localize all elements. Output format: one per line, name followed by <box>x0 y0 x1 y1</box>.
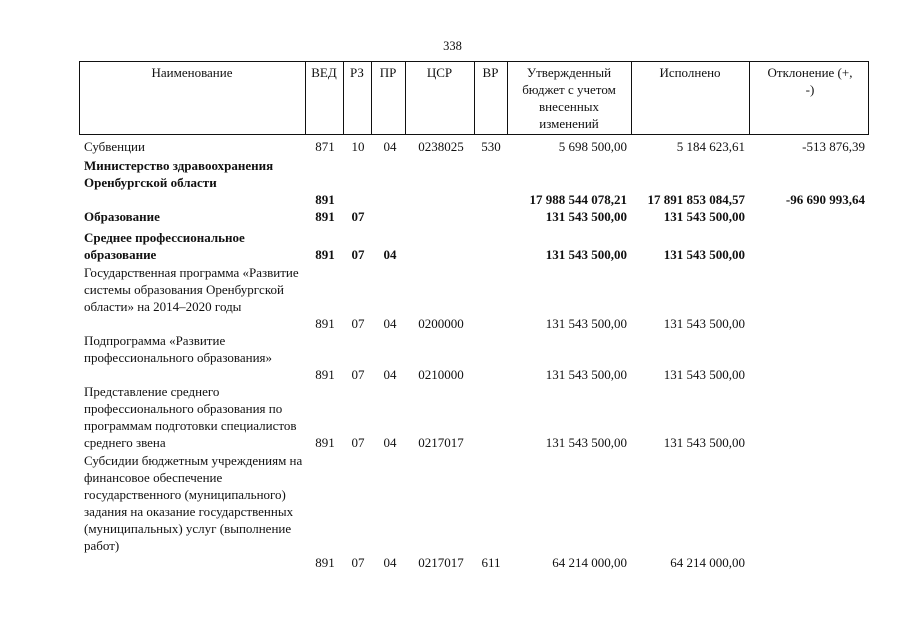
row-name: Субвенции <box>84 139 145 154</box>
cell-csr: 0217017 <box>418 435 464 450</box>
header-budget: Утвержденный бюджет с учетом внесенных изменений <box>522 65 616 131</box>
row-name: Образование <box>84 209 160 224</box>
cell-pr: 04 <box>383 367 397 382</box>
cell-rz: 07 <box>351 316 365 331</box>
cell-pr: 04 <box>383 555 397 570</box>
cell-csr: 0210000 <box>418 367 464 382</box>
cell-deviation: -513 876,39 <box>802 139 865 154</box>
header-deviation: Отклонение (+, -) <box>767 65 853 97</box>
cell-rz: 07 <box>351 555 365 570</box>
cell-budget: 64 214 000,00 <box>552 555 627 570</box>
cell-ved: 891 <box>315 192 335 207</box>
cell-rz: 07 <box>351 209 365 224</box>
cell-ved: 891 <box>315 316 335 331</box>
row-name: Представление среднего профессионального образования по программам подготовки специалистов среднего звена <box>84 384 297 450</box>
header-vr: ВР <box>482 65 499 80</box>
cell-executed: 17 891 853 084,57 <box>647 192 745 207</box>
cell-budget: 131 543 500,00 <box>545 316 627 331</box>
cell-budget: 131 543 500,00 <box>545 209 627 224</box>
cell-vr: 530 <box>481 139 501 154</box>
cell-pr: 04 <box>383 247 397 262</box>
header-pr: ПР <box>379 65 397 80</box>
cell-ved: 871 <box>315 139 335 154</box>
cell-csr: 0200000 <box>418 316 464 331</box>
cell-executed: 131 543 500,00 <box>663 435 745 450</box>
row-name: Государственная программа «Развитие системы образования Оренбургской области» на 2014–2020 годы <box>84 265 299 314</box>
header-ved: ВЕД <box>311 65 337 80</box>
cell-ved: 891 <box>315 367 335 382</box>
cell-pr: 04 <box>383 316 397 331</box>
table-header <box>79 61 869 135</box>
cell-executed: 131 543 500,00 <box>663 316 745 331</box>
cell-ved: 891 <box>315 209 335 224</box>
header-executed: Исполнено <box>659 65 721 80</box>
header-csr: ЦСР <box>426 65 453 80</box>
row-name: Субсидии бюджетным учреждениям на финансовое обеспечение государственного (муниципального) задания на оказание государственных (муниципальных) услуг (выполнение работ) <box>84 453 303 553</box>
cell-ved: 891 <box>315 247 335 262</box>
cell-pr: 04 <box>383 139 397 154</box>
cell-budget: 131 543 500,00 <box>545 247 627 262</box>
row-name: Министерство здравоохранения Оренбургской области <box>84 158 274 190</box>
header-name: Наименование <box>151 65 233 80</box>
cell-executed: 64 214 000,00 <box>670 555 745 570</box>
cell-deviation: -96 690 993,64 <box>785 192 865 207</box>
row-name: Подпрограмма «Развитие профессионального образования» <box>84 333 273 365</box>
header-border-right <box>868 61 869 135</box>
cell-csr: 0238025 <box>418 139 464 154</box>
cell-rz: 10 <box>351 139 365 154</box>
page-number: 338 <box>443 39 462 53</box>
cell-budget: 5 698 500,00 <box>558 139 627 154</box>
header-rz: РЗ <box>350 65 364 80</box>
cell-executed: 131 543 500,00 <box>663 367 745 382</box>
cell-budget: 17 988 544 078,21 <box>529 192 627 207</box>
cell-budget: 131 543 500,00 <box>545 367 627 382</box>
cell-csr: 0217017 <box>418 555 464 570</box>
cell-vr: 611 <box>481 555 501 570</box>
cell-executed: 131 543 500,00 <box>663 247 745 262</box>
cell-ved: 891 <box>315 435 335 450</box>
row-name: Среднее профессиональное образование <box>84 230 245 262</box>
header-divider-executed <box>749 61 750 135</box>
header-divider-vr <box>507 61 508 135</box>
cell-rz: 07 <box>351 367 365 382</box>
cell-pr: 04 <box>383 435 397 450</box>
cell-executed: 5 184 623,61 <box>676 139 745 154</box>
cell-executed: 131 543 500,00 <box>663 209 745 224</box>
cell-rz: 07 <box>351 247 365 262</box>
cell-ved: 891 <box>315 555 335 570</box>
cell-budget: 131 543 500,00 <box>545 435 627 450</box>
cell-rz: 07 <box>351 435 365 450</box>
